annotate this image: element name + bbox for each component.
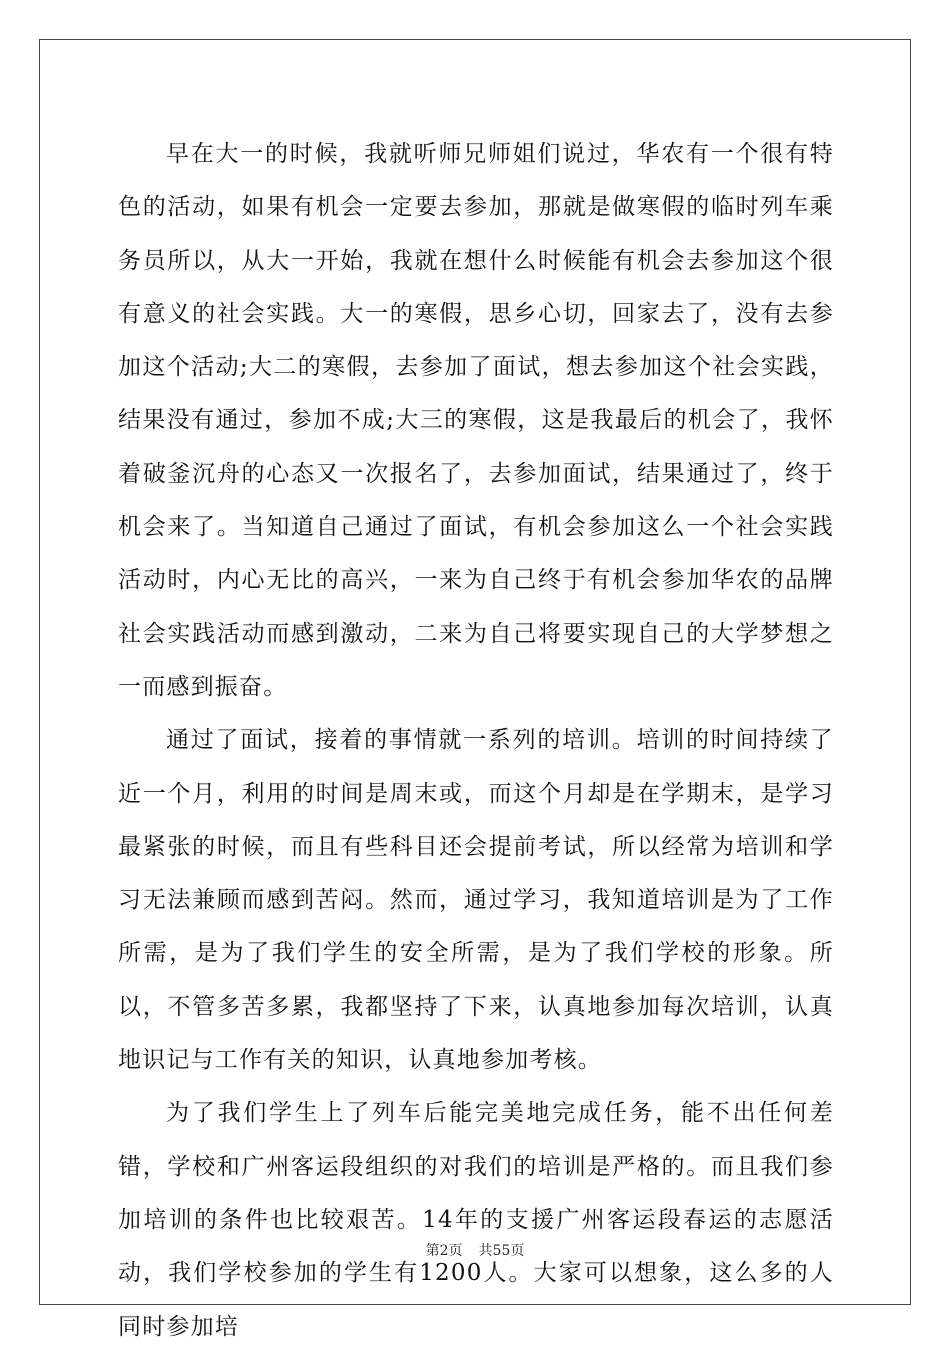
- paragraph: 通过了面试，接着的事情就一系列的培训。培训的时间持续了近一个月，利用的时间是周末或，而这个月却是在学期末，是学习最紧张的时候，而且有些科目还会提前考试，所以经常为培训和学习无法兼顾而感到苦闷。然而，通过学习，我知道培训是为了工作所需，是为了我们学生的安全所需，是为了我们学校的形象。所以，不管多苦多累，我都坚持了下来，认真地参加每次培训，认真地识记与工作有关的知识，认真地参加考核。: [118, 727, 834, 1074]
- page-footer: [0, 1240, 950, 1260]
- paragraph: 为了我们学生上了列车后能完美地完成任务，能不出任何差错，学校和广州客运段组织的对我们的培训是严格的。而且我们参加培训的条件也比较艰苦。14年的支援广州客运段春运的志愿活动，我们学校参加的学生有1200人。大家可以想象，这么多的人同时参加培: [118, 1100, 834, 1340]
- page-total: 共55页: [478, 1243, 525, 1259]
- page-number: 第2页: [425, 1243, 463, 1259]
- document-body: [118, 128, 834, 1354]
- paragraph: 早在大一的时候，我就听师兄师姐们说过，华农有一个很有特色的活动，如果有机会一定要去参加，那就是做寒假的临时列车乘务员所以，从大一开始，我就在想什么时候能有机会去参加这个很有意义的社会实践。大一的寒假，思乡心切，回家去了，没有去参加这个活动;大二的寒假，去参加了面试，想去参加这个社会实践，结果没有通过，参加不成;大三的寒假，这是我最后的机会了，我怀着破釜沉舟的心态又一次报名了，去参加面试，结果通过了，终于机会来了。当知道自己通过了面试，有机会参加这么一个社会实践活动时，内心无比的高兴，一来为自己终于有机会参加华农的品牌社会实践活动而感到激动，二来为自己将要实现自己的大学梦想之一而感到振奋。: [118, 141, 834, 700]
